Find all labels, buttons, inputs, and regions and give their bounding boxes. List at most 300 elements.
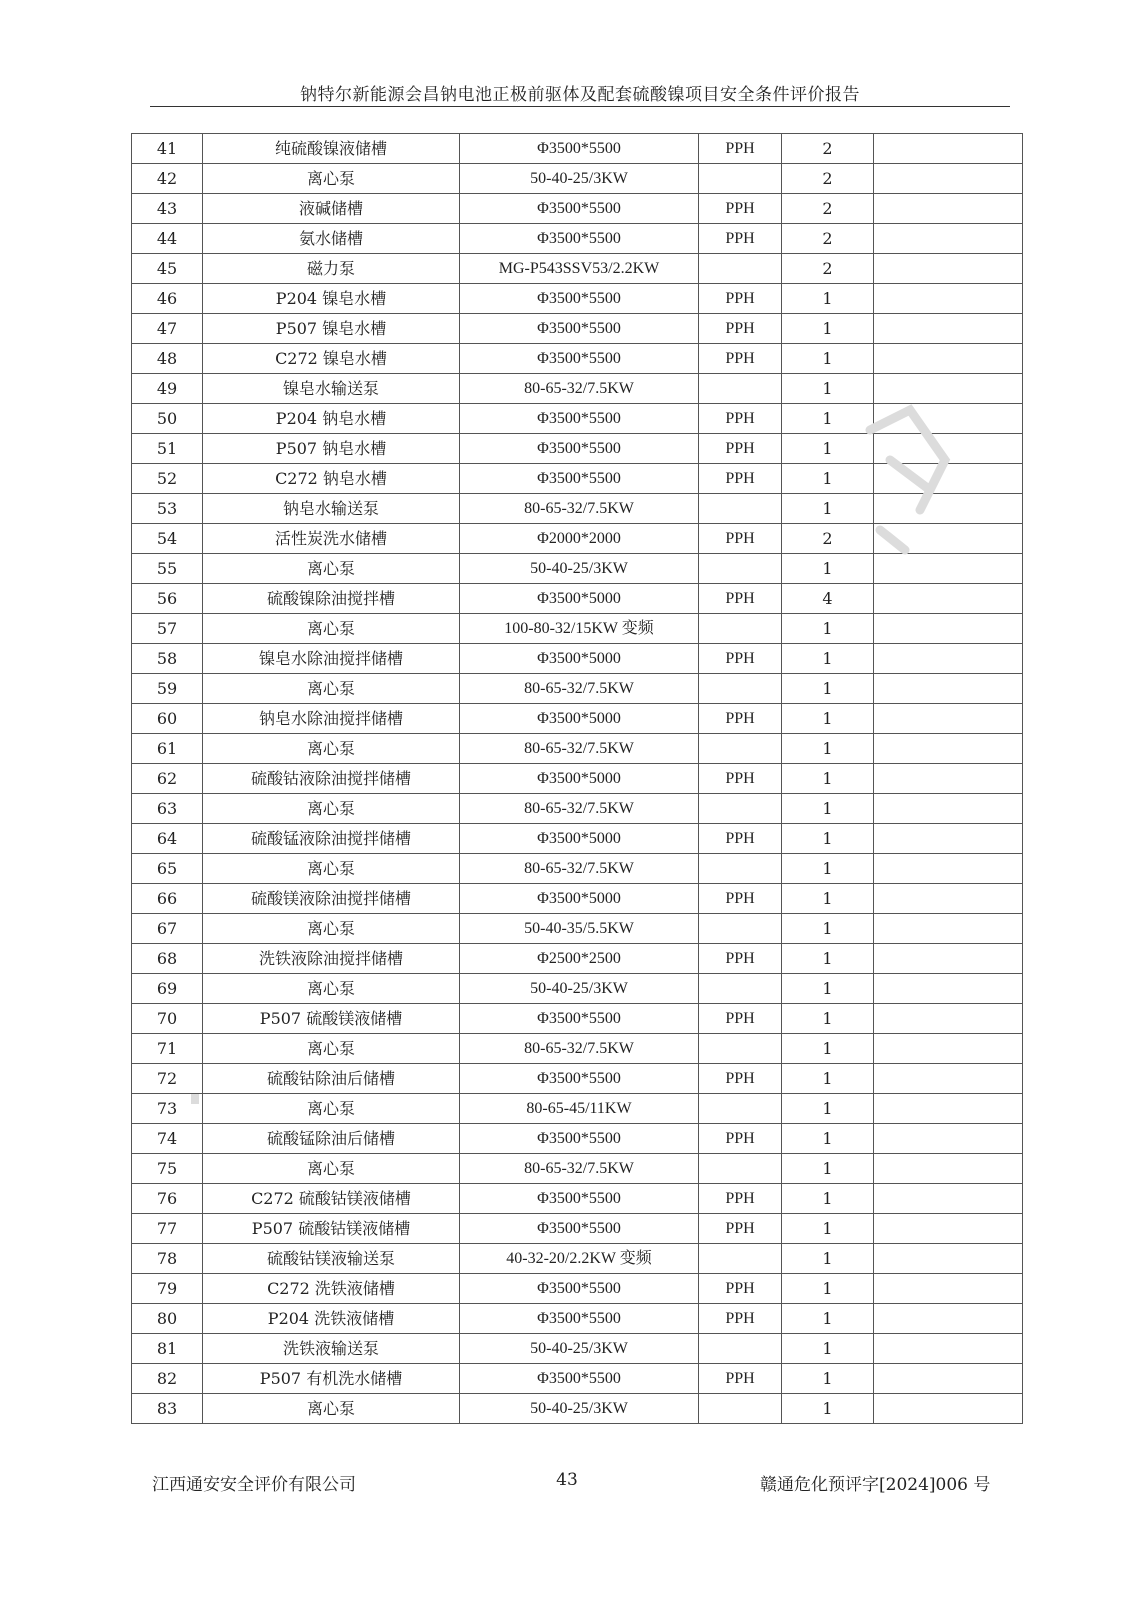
quantity-cell: 1 (782, 614, 874, 644)
equipment-name-cell: P204 镍皂水槽 (203, 284, 460, 314)
row-number-cell: 68 (132, 944, 203, 974)
row-number-cell: 62 (132, 764, 203, 794)
material-cell: PPH (699, 194, 782, 224)
specification-cell: Φ3500*5500 (460, 1004, 699, 1034)
material-cell (699, 1244, 782, 1274)
page-header-title: 钠特尔新能源会昌钠电池正极前驱体及配套硫酸镍项目安全条件评价报告 (300, 85, 860, 105)
equipment-name-cell: C272 硫酸钴镁液储槽 (203, 1184, 460, 1214)
row-number-cell: 80 (132, 1304, 203, 1334)
quantity-cell: 2 (782, 254, 874, 284)
equipment-table-container (131, 133, 1022, 1424)
remark-cell (874, 1034, 1023, 1064)
footer-reference-number: 赣通危化预评字[2024]006 号 (760, 1475, 991, 1495)
material-cell (699, 1034, 782, 1064)
row-number-cell: 79 (132, 1274, 203, 1304)
material-cell: PPH (699, 464, 782, 494)
remark-cell (874, 644, 1023, 674)
remark-cell (874, 464, 1023, 494)
equipment-table-body (132, 134, 1023, 1424)
remark-cell (874, 824, 1023, 854)
table-row (132, 1004, 1023, 1034)
remark-cell (874, 764, 1023, 794)
row-number-cell: 67 (132, 914, 203, 944)
quantity-cell: 1 (782, 404, 874, 434)
specification-cell: Φ3500*5500 (460, 1184, 699, 1214)
table-row (132, 284, 1023, 314)
material-cell: PPH (699, 524, 782, 554)
material-cell (699, 494, 782, 524)
equipment-name-cell: P507 钠皂水槽 (203, 434, 460, 464)
table-row (132, 854, 1023, 884)
remark-cell (874, 404, 1023, 434)
row-number-cell: 60 (132, 704, 203, 734)
remark-cell (874, 1364, 1023, 1394)
quantity-cell: 1 (782, 464, 874, 494)
material-cell (699, 974, 782, 1004)
quantity-cell: 1 (782, 374, 874, 404)
table-row (132, 1364, 1023, 1394)
remark-cell (874, 164, 1023, 194)
specification-cell: Φ3500*5000 (460, 764, 699, 794)
remark-cell (874, 344, 1023, 374)
equipment-name-cell: 硫酸锰液除油搅拌储槽 (203, 824, 460, 854)
material-cell: PPH (699, 944, 782, 974)
material-cell (699, 164, 782, 194)
table-row (132, 1244, 1023, 1274)
remark-cell (874, 914, 1023, 944)
table-row (132, 404, 1023, 434)
row-number-cell: 63 (132, 794, 203, 824)
table-row (132, 1214, 1023, 1244)
table-row (132, 164, 1023, 194)
remark-cell (874, 1334, 1023, 1364)
row-number-cell: 82 (132, 1364, 203, 1394)
row-number-cell: 42 (132, 164, 203, 194)
specification-cell: Φ3500*5500 (460, 434, 699, 464)
material-cell (699, 554, 782, 584)
table-row (132, 824, 1023, 854)
specification-cell: Φ2500*2500 (460, 944, 699, 974)
remark-cell (874, 314, 1023, 344)
material-cell (699, 794, 782, 824)
equipment-name-cell: C272 钠皂水槽 (203, 464, 460, 494)
row-number-cell: 53 (132, 494, 203, 524)
equipment-name-cell: 离心泵 (203, 1154, 460, 1184)
remark-cell (874, 1184, 1023, 1214)
remark-cell (874, 494, 1023, 524)
equipment-name-cell: P507 硫酸钴镁液储槽 (203, 1214, 460, 1244)
specification-cell: Φ3500*5500 (460, 1214, 699, 1244)
equipment-name-cell: 离心泵 (203, 674, 460, 704)
row-number-cell: 43 (132, 194, 203, 224)
quantity-cell: 1 (782, 554, 874, 584)
material-cell: PPH (699, 824, 782, 854)
row-number-cell: 61 (132, 734, 203, 764)
quantity-cell: 1 (782, 974, 874, 1004)
quantity-cell: 4 (782, 584, 874, 614)
equipment-name-cell: 液碱储槽 (203, 194, 460, 224)
equipment-name-cell: 离心泵 (203, 734, 460, 764)
row-number-cell: 57 (132, 614, 203, 644)
row-number-cell: 50 (132, 404, 203, 434)
remark-cell (874, 734, 1023, 764)
table-row (132, 1274, 1023, 1304)
table-row (132, 1394, 1023, 1424)
remark-cell (874, 554, 1023, 584)
remark-cell (874, 194, 1023, 224)
quantity-cell: 1 (782, 1364, 874, 1394)
quantity-cell: 1 (782, 1334, 874, 1364)
equipment-name-cell: 离心泵 (203, 554, 460, 584)
remark-cell (874, 284, 1023, 314)
equipment-name-cell: 离心泵 (203, 854, 460, 884)
remark-cell (874, 794, 1023, 824)
table-row (132, 374, 1023, 404)
equipment-name-cell: 镍皂水输送泵 (203, 374, 460, 404)
remark-cell (874, 1124, 1023, 1154)
quantity-cell: 1 (782, 434, 874, 464)
quantity-cell: 1 (782, 1004, 874, 1034)
specification-cell: Φ3500*5500 (460, 404, 699, 434)
row-number-cell: 41 (132, 134, 203, 164)
material-cell: PPH (699, 644, 782, 674)
material-cell: PPH (699, 1274, 782, 1304)
material-cell: PPH (699, 314, 782, 344)
row-number-cell: 54 (132, 524, 203, 554)
table-row (132, 944, 1023, 974)
remark-cell (874, 614, 1023, 644)
quantity-cell: 1 (782, 494, 874, 524)
material-cell: PPH (699, 1064, 782, 1094)
remark-cell (874, 884, 1023, 914)
specification-cell: MG-P543SSV53/2.2KW (460, 254, 699, 284)
material-cell (699, 374, 782, 404)
row-number-cell: 65 (132, 854, 203, 884)
quantity-cell: 1 (782, 314, 874, 344)
material-cell: PPH (699, 434, 782, 464)
quantity-cell: 1 (782, 674, 874, 704)
equipment-name-cell: 离心泵 (203, 1094, 460, 1124)
table-row (132, 1064, 1023, 1094)
specification-cell: Φ3500*5500 (460, 1274, 699, 1304)
row-number-cell: 51 (132, 434, 203, 464)
row-number-cell: 52 (132, 464, 203, 494)
table-row (132, 764, 1023, 794)
equipment-name-cell: 硫酸锰除油后储槽 (203, 1124, 460, 1154)
remark-cell (874, 1064, 1023, 1094)
material-cell (699, 1394, 782, 1424)
specification-cell: 80-65-32/7.5KW (460, 374, 699, 404)
specification-cell: 50-40-25/3KW (460, 1394, 699, 1424)
table-row (132, 644, 1023, 674)
material-cell (699, 674, 782, 704)
specification-cell: Φ3500*5000 (460, 884, 699, 914)
table-row (132, 1154, 1023, 1184)
specification-cell: 100-80-32/15KW 变频 (460, 614, 699, 644)
specification-cell: 80-65-32/7.5KW (460, 674, 699, 704)
table-row (132, 434, 1023, 464)
specification-cell: Φ2000*2000 (460, 524, 699, 554)
quantity-cell: 1 (782, 644, 874, 674)
specification-cell: 50-40-25/3KW (460, 974, 699, 1004)
material-cell (699, 1154, 782, 1184)
equipment-name-cell: P204 洗铁液储槽 (203, 1304, 460, 1334)
equipment-name-cell: 钠皂水输送泵 (203, 494, 460, 524)
specification-cell: 50-40-25/3KW (460, 164, 699, 194)
material-cell: PPH (699, 704, 782, 734)
specification-cell: Φ3500*5500 (460, 134, 699, 164)
quantity-cell: 1 (782, 1394, 874, 1424)
equipment-name-cell: 钠皂水除油搅拌储槽 (203, 704, 460, 734)
remark-cell (874, 1004, 1023, 1034)
table-row (132, 134, 1023, 164)
table-row (132, 1334, 1023, 1364)
row-number-cell: 83 (132, 1394, 203, 1424)
table-row (132, 884, 1023, 914)
equipment-name-cell: P204 钠皂水槽 (203, 404, 460, 434)
equipment-name-cell: 离心泵 (203, 614, 460, 644)
material-cell: PPH (699, 344, 782, 374)
table-row (132, 1034, 1023, 1064)
quantity-cell: 1 (782, 1034, 874, 1064)
table-row (132, 614, 1023, 644)
equipment-name-cell: 纯硫酸镍液储槽 (203, 134, 460, 164)
material-cell: PPH (699, 1124, 782, 1154)
table-row (132, 974, 1023, 1004)
specification-cell: 50-40-35/5.5KW (460, 914, 699, 944)
remark-cell (874, 524, 1023, 554)
specification-cell: 80-65-32/7.5KW (460, 494, 699, 524)
material-cell: PPH (699, 224, 782, 254)
row-number-cell: 58 (132, 644, 203, 674)
quantity-cell: 1 (782, 914, 874, 944)
equipment-name-cell: 硫酸镍除油搅拌槽 (203, 584, 460, 614)
row-number-cell: 81 (132, 1334, 203, 1364)
equipment-name-cell: 离心泵 (203, 164, 460, 194)
row-number-cell: 44 (132, 224, 203, 254)
table-row (132, 464, 1023, 494)
material-cell (699, 254, 782, 284)
row-number-cell: 71 (132, 1034, 203, 1064)
quantity-cell: 1 (782, 1094, 874, 1124)
table-row (132, 794, 1023, 824)
specification-cell: Φ3500*5000 (460, 584, 699, 614)
equipment-name-cell: 氨水储槽 (203, 224, 460, 254)
quantity-cell: 1 (782, 854, 874, 884)
row-number-cell: 70 (132, 1004, 203, 1034)
material-cell: PPH (699, 404, 782, 434)
specification-cell: 80-65-32/7.5KW (460, 1154, 699, 1184)
material-cell: PPH (699, 764, 782, 794)
row-number-cell: 55 (132, 554, 203, 584)
remark-cell (874, 1304, 1023, 1334)
remark-cell (874, 374, 1023, 404)
specification-cell: Φ3500*5500 (460, 1064, 699, 1094)
equipment-table (131, 133, 1023, 1424)
row-number-cell: 46 (132, 284, 203, 314)
specification-cell: Φ3500*5500 (460, 224, 699, 254)
specification-cell: 80-65-32/7.5KW (460, 794, 699, 824)
table-row (132, 734, 1023, 764)
table-row (132, 674, 1023, 704)
equipment-name-cell: P507 镍皂水槽 (203, 314, 460, 344)
equipment-name-cell: P507 有机洗水储槽 (203, 1364, 460, 1394)
table-row (132, 1094, 1023, 1124)
equipment-name-cell: 离心泵 (203, 914, 460, 944)
remark-cell (874, 1244, 1023, 1274)
quantity-cell: 1 (782, 824, 874, 854)
quantity-cell: 1 (782, 284, 874, 314)
quantity-cell: 1 (782, 1244, 874, 1274)
equipment-name-cell: 硫酸钴镁液输送泵 (203, 1244, 460, 1274)
row-number-cell: 49 (132, 374, 203, 404)
material-cell: PPH (699, 1364, 782, 1394)
material-cell (699, 734, 782, 764)
equipment-name-cell: 洗铁液输送泵 (203, 1334, 460, 1364)
row-number-cell: 77 (132, 1214, 203, 1244)
table-row (132, 584, 1023, 614)
row-number-cell: 76 (132, 1184, 203, 1214)
table-row (132, 224, 1023, 254)
table-row (132, 914, 1023, 944)
equipment-name-cell: 离心泵 (203, 1034, 460, 1064)
row-number-cell: 74 (132, 1124, 203, 1154)
equipment-name-cell: 洗铁液除油搅拌储槽 (203, 944, 460, 974)
quantity-cell: 1 (782, 344, 874, 374)
quantity-cell: 1 (782, 1124, 874, 1154)
material-cell: PPH (699, 584, 782, 614)
row-number-cell: 73 (132, 1094, 203, 1124)
specification-cell: 80-65-45/11KW (460, 1094, 699, 1124)
equipment-name-cell: 镍皂水除油搅拌储槽 (203, 644, 460, 674)
row-number-cell: 75 (132, 1154, 203, 1184)
specification-cell: Φ3500*5500 (460, 1124, 699, 1154)
row-number-cell: 69 (132, 974, 203, 1004)
header-divider (150, 106, 1010, 107)
equipment-name-cell: P507 硫酸镁液储槽 (203, 1004, 460, 1034)
remark-cell (874, 1274, 1023, 1304)
remark-cell (874, 134, 1023, 164)
material-cell: PPH (699, 1004, 782, 1034)
table-row (132, 1124, 1023, 1154)
quantity-cell: 1 (782, 1154, 874, 1184)
quantity-cell: 1 (782, 794, 874, 824)
row-number-cell: 48 (132, 344, 203, 374)
specification-cell: 80-65-32/7.5KW (460, 1034, 699, 1064)
material-cell: PPH (699, 1304, 782, 1334)
footer-company: 江西通安安全评价有限公司 (152, 1475, 356, 1495)
material-cell (699, 1094, 782, 1124)
remark-cell (874, 1394, 1023, 1424)
quantity-cell: 1 (782, 1064, 874, 1094)
equipment-name-cell: 离心泵 (203, 1394, 460, 1424)
specification-cell: Φ3500*5000 (460, 824, 699, 854)
table-row (132, 704, 1023, 734)
equipment-name-cell: 硫酸钴除油后储槽 (203, 1064, 460, 1094)
remark-cell (874, 854, 1023, 884)
row-number-cell: 64 (132, 824, 203, 854)
quantity-cell: 2 (782, 194, 874, 224)
material-cell (699, 914, 782, 944)
row-number-cell: 47 (132, 314, 203, 344)
quantity-cell: 1 (782, 1214, 874, 1244)
specification-cell: Φ3500*5000 (460, 644, 699, 674)
specification-cell: Φ3500*5500 (460, 1364, 699, 1394)
quantity-cell: 1 (782, 764, 874, 794)
quantity-cell: 1 (782, 704, 874, 734)
specification-cell: 80-65-32/7.5KW (460, 734, 699, 764)
equipment-name-cell: 活性炭洗水储槽 (203, 524, 460, 554)
remark-cell (874, 1154, 1023, 1184)
remark-cell (874, 974, 1023, 1004)
specification-cell: Φ3500*5500 (460, 344, 699, 374)
equipment-name-cell: C272 洗铁液储槽 (203, 1274, 460, 1304)
row-number-cell: 45 (132, 254, 203, 284)
equipment-name-cell: C272 镍皂水槽 (203, 344, 460, 374)
specification-cell: 80-65-32/7.5KW (460, 854, 699, 884)
quantity-cell: 1 (782, 944, 874, 974)
table-row (132, 554, 1023, 584)
table-row (132, 524, 1023, 554)
specification-cell: Φ3500*5500 (460, 314, 699, 344)
specification-cell: Φ3500*5500 (460, 194, 699, 224)
equipment-name-cell: 硫酸镁液除油搅拌储槽 (203, 884, 460, 914)
material-cell: PPH (699, 134, 782, 164)
specification-cell: Φ3500*5500 (460, 1304, 699, 1334)
specification-cell: Φ3500*5000 (460, 704, 699, 734)
quantity-cell: 2 (782, 524, 874, 554)
row-number-cell: 66 (132, 884, 203, 914)
remark-cell (874, 584, 1023, 614)
material-cell (699, 854, 782, 884)
footer-page-number: 43 (556, 1470, 578, 1490)
specification-cell: Φ3500*5500 (460, 464, 699, 494)
material-cell: PPH (699, 1214, 782, 1244)
remark-cell (874, 674, 1023, 704)
specification-cell: Φ3500*5500 (460, 284, 699, 314)
table-row (132, 314, 1023, 344)
specification-cell: 50-40-25/3KW (460, 554, 699, 584)
row-number-cell: 72 (132, 1064, 203, 1094)
material-cell: PPH (699, 884, 782, 914)
table-row (132, 1304, 1023, 1334)
quantity-cell: 1 (782, 734, 874, 764)
material-cell: PPH (699, 1184, 782, 1214)
quantity-cell: 2 (782, 134, 874, 164)
equipment-name-cell: 磁力泵 (203, 254, 460, 284)
equipment-name-cell: 离心泵 (203, 794, 460, 824)
specification-cell: 50-40-25/3KW (460, 1334, 699, 1364)
quantity-cell: 1 (782, 884, 874, 914)
material-cell (699, 1334, 782, 1364)
quantity-cell: 1 (782, 1274, 874, 1304)
remark-cell (874, 434, 1023, 464)
remark-cell (874, 224, 1023, 254)
equipment-name-cell: 离心泵 (203, 974, 460, 1004)
table-row (132, 494, 1023, 524)
specification-cell: 40-32-20/2.2KW 变频 (460, 1244, 699, 1274)
row-number-cell: 56 (132, 584, 203, 614)
quantity-cell: 2 (782, 164, 874, 194)
remark-cell (874, 704, 1023, 734)
table-row (132, 254, 1023, 284)
table-row (132, 1184, 1023, 1214)
table-row (132, 194, 1023, 224)
quantity-cell: 1 (782, 1184, 874, 1214)
row-number-cell: 59 (132, 674, 203, 704)
material-cell: PPH (699, 284, 782, 314)
row-number-cell: 78 (132, 1244, 203, 1274)
